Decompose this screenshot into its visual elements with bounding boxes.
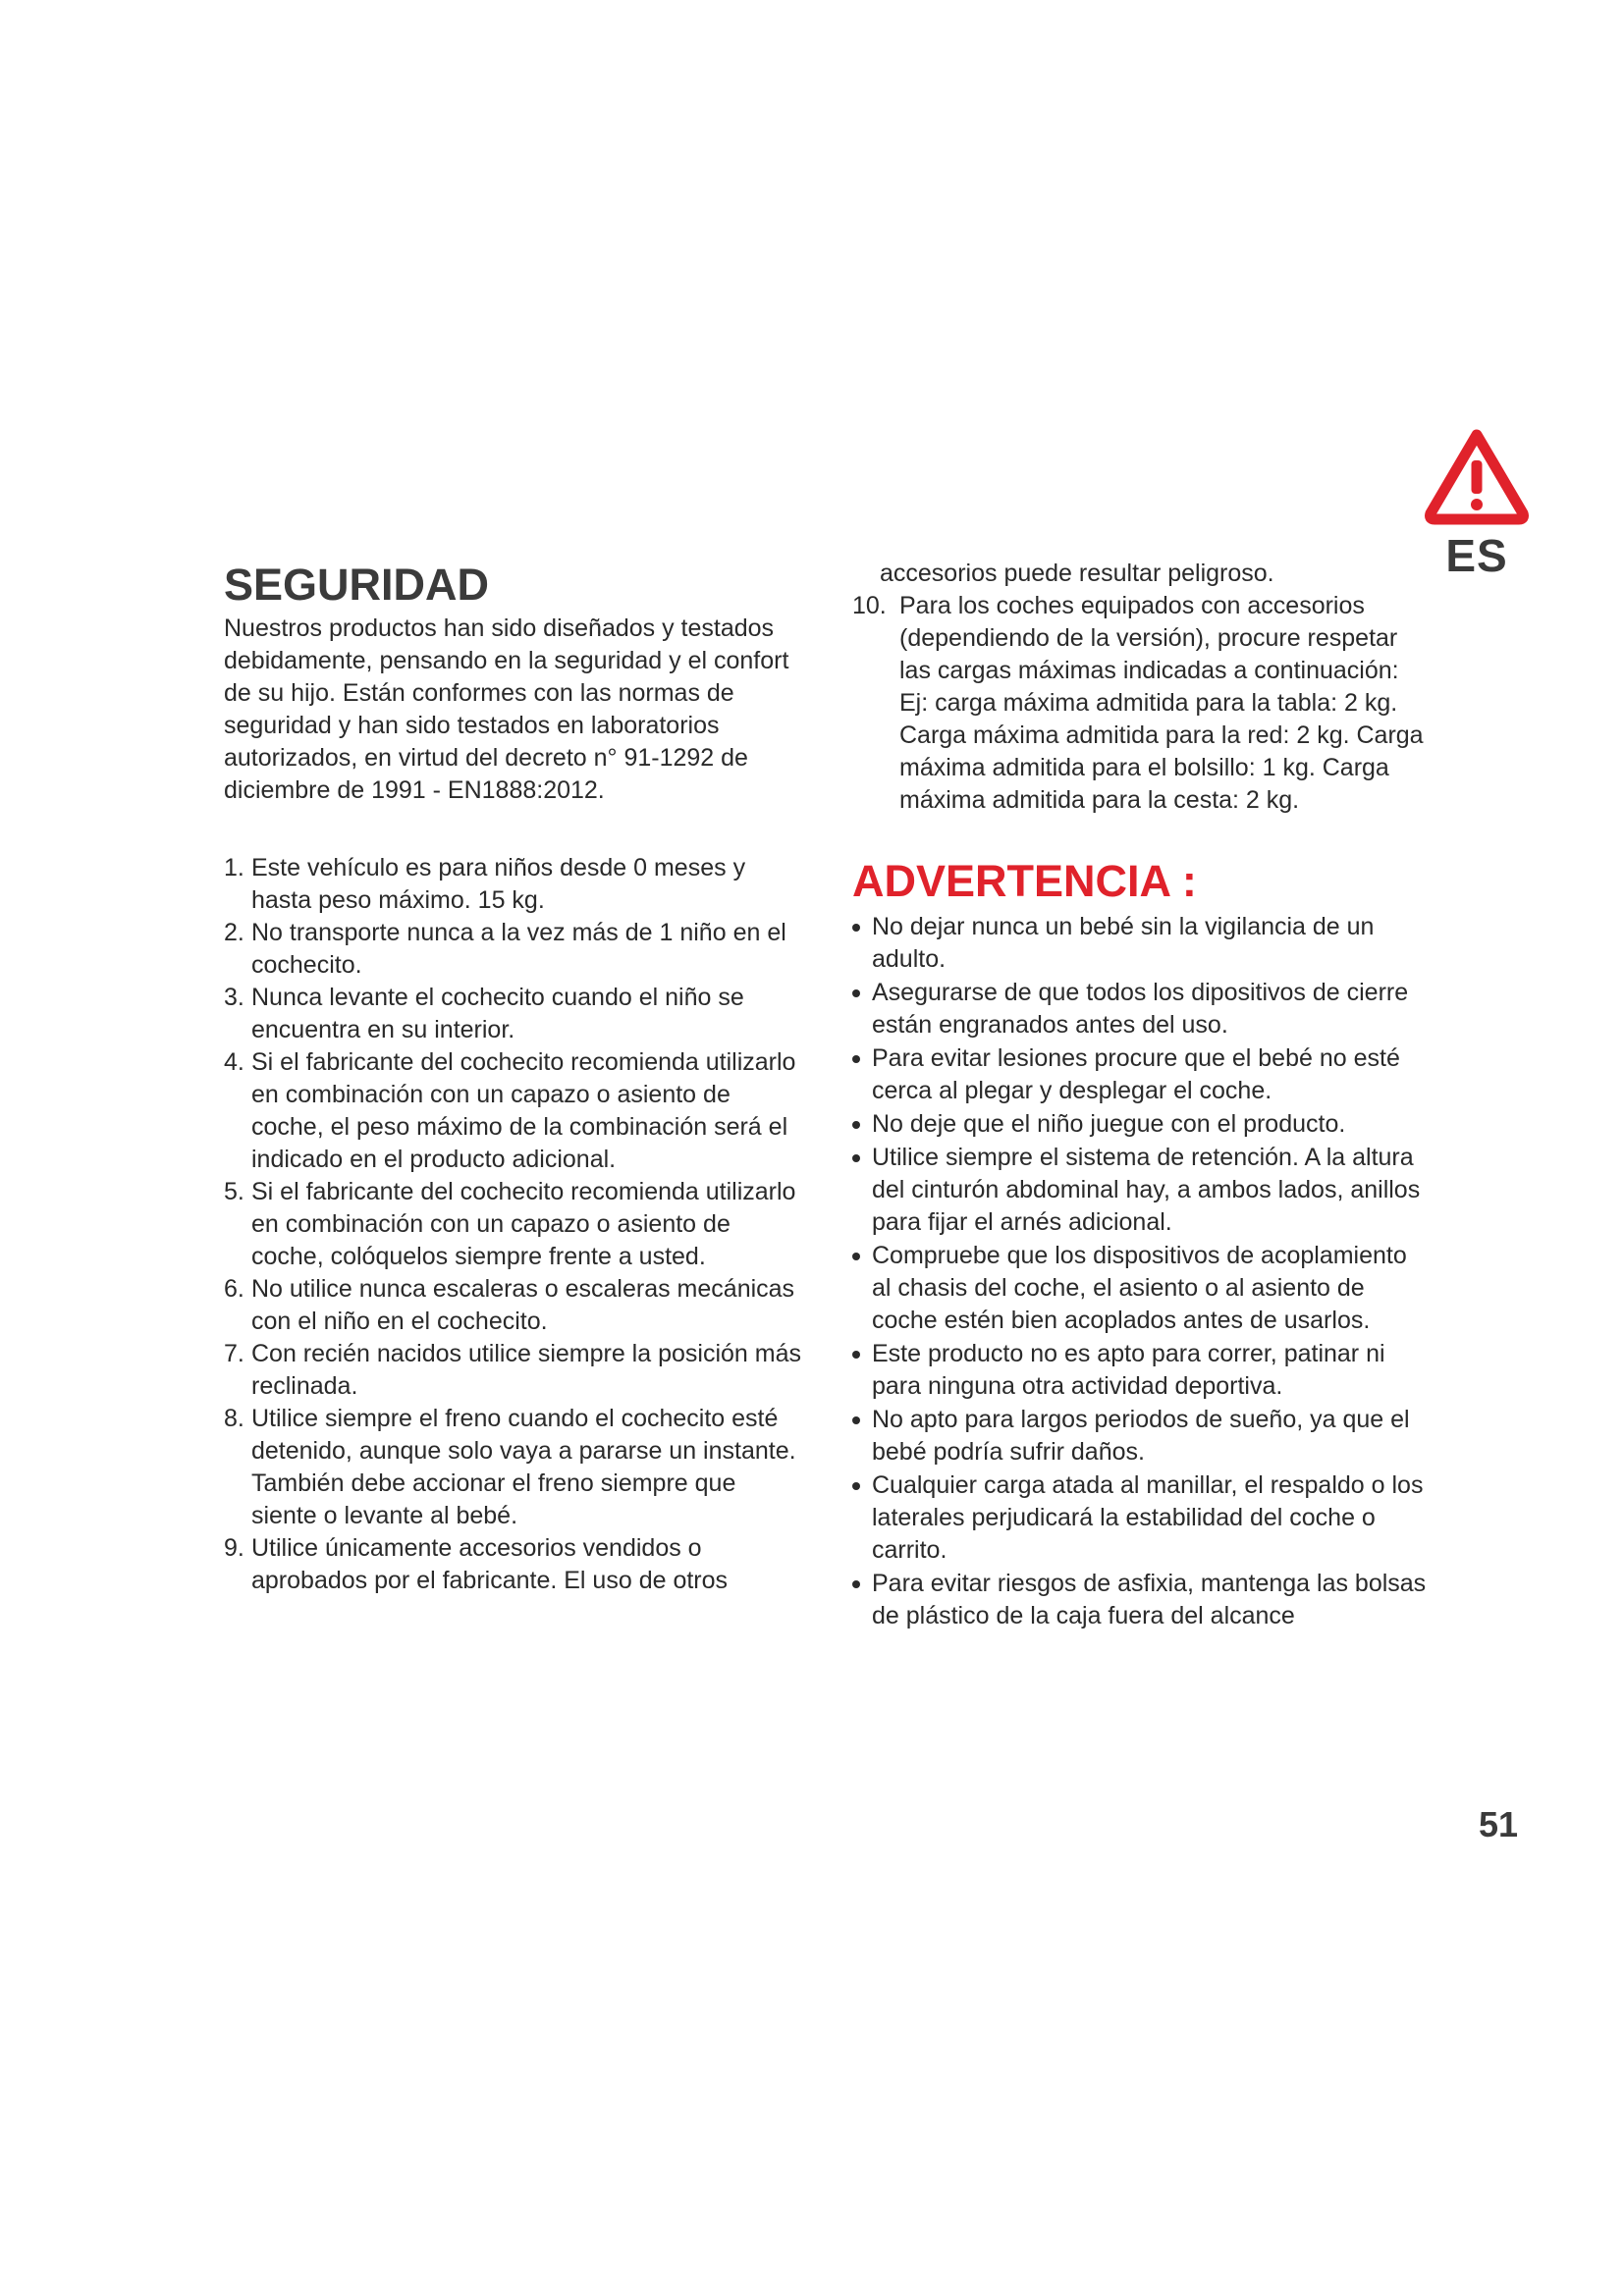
bullet-icon [852, 1416, 860, 1424]
warning-item: No apto para largos periodos de sueño, ya que el bebé podría sufrir daños. [852, 1404, 1432, 1468]
bullet-icon [852, 1154, 860, 1162]
seguridad-intro: Nuestros productos han sido diseñados y testados debidamente, pensando en la seguridad y el confort de su hijo. Están conformes con las normas de seguridad y han sido testados en laboratorios autorizados, en virtud del decreto n° 91-1292 de diciembre de 1991 - EN1888:2012. [224, 614, 789, 804]
warning-triangle-icon [1423, 427, 1531, 525]
rule-item: 4. Si el fabricante del cochecito recomienda utilizarlo en combinación con un capazo o asiento de coche, el peso máximo de la combinación será el indicado en el producto adicional. [224, 1048, 796, 1173]
right-column [852, 558, 1432, 1633]
rule-item: 7. Con recién nacidos utilice siempre la posición más reclinada. [224, 1340, 801, 1400]
rule-item: 9. Utilice únicamente accesorios vendidos o aprobados por el fabricante. El uso de otros [224, 1534, 729, 1594]
rule-item: 8. Utilice siempre el freno cuando el cochecito esté detenido, aunque solo vaya a pararse un instante. También debe accionar el freno siempre que siente o levante al bebé. [224, 1405, 796, 1529]
rule-item: 3. Nunca levante el cochecito cuando el niño se encuentra en su interior. [224, 984, 744, 1043]
bullet-icon [852, 1351, 860, 1359]
rule-item: 5. Si el fabricante del cochecito recomienda utilizarlo en combinación con un capazo o asiento de coche, colóquelos siempre frente a usted. [224, 1178, 796, 1270]
language-badge [1414, 427, 1540, 582]
warning-item: No dejar nunca un bebé sin la vigilancia de un adulto. [852, 911, 1432, 976]
rule-item: 6. No utilice nunca escaleras o escaleras mecánicas con el niño en el cochecito. [224, 1275, 795, 1335]
rule-9-continuation: accesorios puede resultar peligroso. [880, 560, 1274, 587]
rule-item: 2. No transporte nunca a la vez más de 1 niño en el cochecito. [224, 919, 786, 979]
left-column [224, 558, 803, 1597]
rule-item: 1. Este vehículo es para niños desde 0 meses y hasta peso máximo. 15 kg. [224, 854, 746, 914]
bullet-icon [852, 1253, 860, 1260]
warning-item: Para evitar lesiones procure que el bebé no esté cerca al plegar y desplegar el coche. [852, 1042, 1432, 1107]
language-code: ES [1445, 530, 1508, 581]
advertencia-title: ADVERTENCIA : [852, 856, 1197, 906]
bullet-icon [852, 1482, 860, 1490]
bullet-icon [852, 1580, 860, 1588]
page-number: 51 [1478, 1804, 1518, 1844]
rule-item: 10. Para los coches equipados con accesorios (dependiendo de la versión), procure respetar las cargas máximas indicadas a continuación: Ej: carga máxima admitida para la tabla: 2 kg. Carga máxima admitida para la red: 2 kg. Carga máxima admitida para el bolsillo: 1 kg. Carga máxima admitida para la cesta: 2 kg. [852, 592, 1424, 814]
safety-rules-list-continued [852, 590, 1432, 817]
warning-item: Cualquier carga atada al manillar, el respaldo o los laterales perjudicará la estabilidad del coche o carrito. [852, 1469, 1432, 1567]
safety-rules-list [224, 852, 803, 1597]
bullet-icon [852, 924, 860, 932]
warning-item: No deje que el niño juegue con el producto. [852, 1108, 1432, 1141]
seguridad-title: SEGURIDAD [224, 560, 490, 610]
warning-item: Este producto no es apto para correr, patinar ni para ninguna otra actividad deportiva. [852, 1338, 1432, 1403]
warning-item: Para evitar riesgos de asfixia, mantenga las bolsas de plástico de la caja fuera del alcance [852, 1568, 1432, 1632]
warning-item: Asegurarse de que todos los dipositivos de cierre están engranados antes del uso. [852, 977, 1432, 1041]
warning-item: Utilice siempre el sistema de retención. A la altura del cinturón abdominal hay, a ambos lados, anillos para fijar el arnés adicional. [852, 1142, 1432, 1239]
bullet-icon [852, 989, 860, 997]
warning-item: Compruebe que los dispositivos de acoplamiento al chasis del coche, el asiento o al asiento de coche estén bien acoplados antes de usarlos. [852, 1240, 1432, 1337]
bullet-icon [852, 1055, 860, 1063]
warnings-list [852, 911, 1432, 1632]
bullet-icon [852, 1121, 860, 1129]
